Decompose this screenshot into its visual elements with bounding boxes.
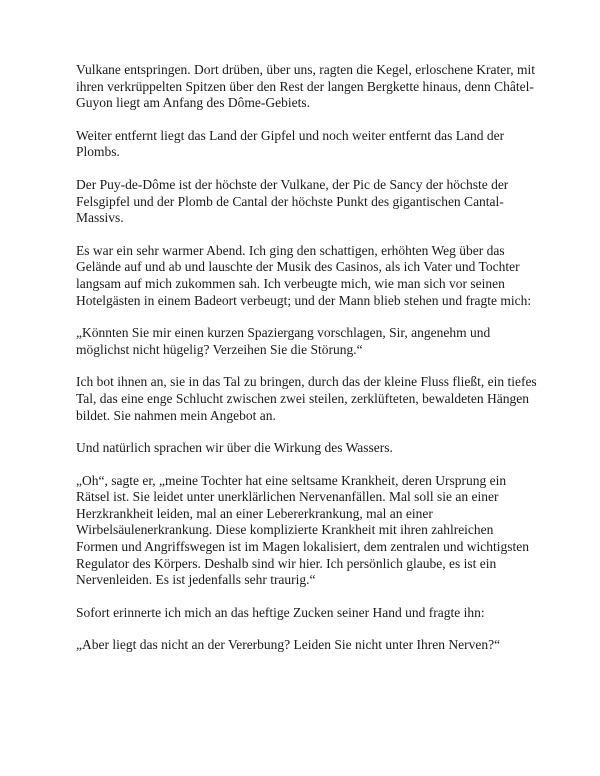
- paragraph-4: Es war ein sehr warmer Abend. Ich ging den schattigen, erhöhten Weg über das Gelände auf und ab und lauschte der Musik des Casinos, als ich Vater und Tochter langsam auf mich zukommen sah. Ich verbeugte mich, wie man sich vor seinen Hotelgästen in einem Badeort verbeugt; und der Mann blieb stehen und fragte mich:: [76, 242, 532, 308]
- paragraph-2: Weiter entfernt liegt das Land der Gipfel und noch weiter entfernt das Land der Plombs.: [76, 127, 505, 160]
- paragraph-1: Vulkane entspringen. Dort drüben, über uns, ragten die Kegel, erloschene Krater, mit ihren verkrüppelten Spitzen über den Rest der langen Bergkette hinaus, denn Châtel-Guyon liegt am Anfang des Dôme-Gebiets.: [76, 62, 535, 111]
- document-page: [76, 62, 538, 670]
- paragraph-7: Und natürlich sprachen wir über die Wirkung des Wassers.: [76, 440, 393, 456]
- paragraph-3: Der Puy-de-Dôme ist der höchste der Vulkane, der Pic de Sancy der höchste der Felsgipfel und der Plomb de Cantal der höchste Punkt des gigantischen Cantal-Massivs.: [76, 176, 509, 226]
- paragraph-5: „Könnten Sie mir einen kurzen Spaziergang vorschlagen, Sir, angenehm und möglichst nicht hügelig? Verzeihen Sie die Störung.“: [76, 325, 491, 357]
- paragraph-9: Sofort erinnerte ich mich an das heftige Zucken seiner Hand und fragte ihn:: [76, 604, 485, 620]
- paragraph-8: „Oh“, sagte er, „meine Tochter hat eine seltsame Krankheit, deren Ursprung ein Rätsel ist. Sie leidet unter unerklärlichen Nervenanfällen. Mal soll sie an einer Herzkrankheit leiden, mal an einer Lebererkrankung, mal an einer Wirbelsäulenerkrankung. Diese komplizierte Krankheit mit ihren zahlreichen Formen und Angriffswegen ist im Magen lokalisiert, dem zentralen und wichtigsten Regulator des Körpers. Deshalb sind wir hier. Ich persönlich glaube, es ist ein Nervenleiden. Es ist jedenfalls sehr traurig.“: [76, 472, 530, 588]
- paragraph-10: „Aber liegt das nicht an der Vererbung? Leiden Sie nicht unter Ihren Nerven?“: [76, 637, 501, 653]
- paragraph-6: Ich bot ihnen an, sie in das Tal zu bringen, durch das der kleine Fluss fließt, ein tiefes Tal, das eine enge Schlucht zwischen zwei steilen, zerklüfteten, bewaldeten Hängen bildet. Sie nahmen mein Angebot an.: [76, 374, 537, 423]
